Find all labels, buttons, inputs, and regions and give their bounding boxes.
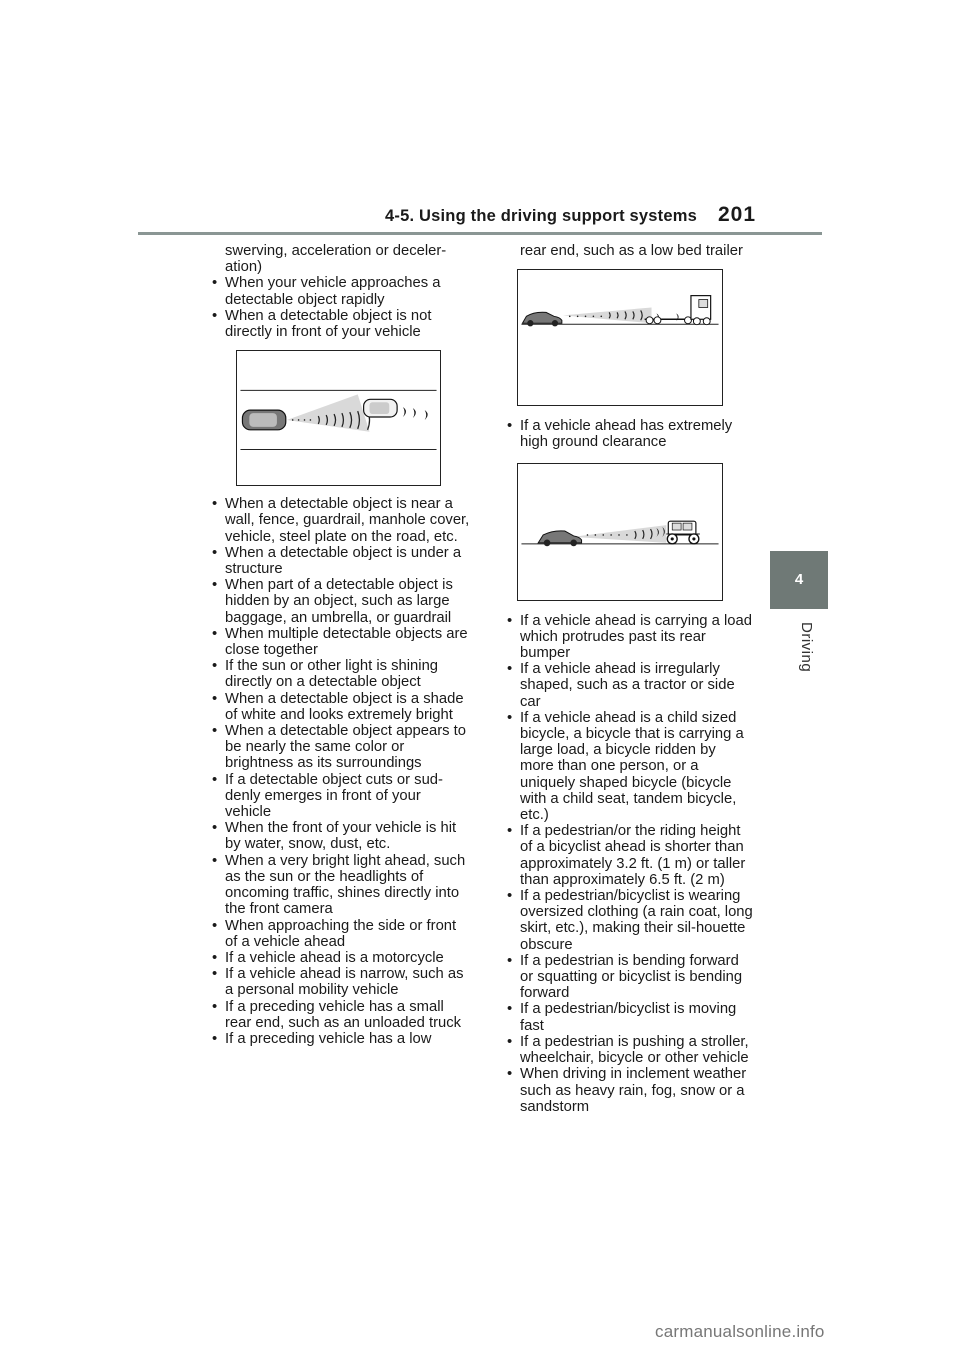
bullet-item: • When multiple detectable objects are close together xyxy=(208,626,470,658)
offset-vehicle-illustration xyxy=(237,351,440,485)
bullet-list xyxy=(503,613,753,1115)
bullet-item: • If a pedestrian is bending forward or squatting or bicyclist is bending forward xyxy=(503,953,753,1002)
bullet-item: • If a detectable object cuts or sud-denly emerges in front of your vehicle xyxy=(208,772,470,821)
bullet-list xyxy=(503,418,753,450)
chapter-label: Driving xyxy=(798,622,815,673)
continuation-text: rear end, such as a low bed trailer xyxy=(520,243,743,259)
bullet-item: • When the front of your vehicle is hit by water, snow, dust, etc. xyxy=(208,820,470,852)
bullet-item: • When a detectable object is a shade of white and looks extremely bright xyxy=(208,691,470,723)
bullet-item: • If a vehicle ahead is narrow, such as a personal mobility vehicle xyxy=(208,966,470,998)
figure-low-bed-trailer xyxy=(517,269,723,406)
bullet-item: • If a vehicle ahead is a motorcycle xyxy=(208,950,470,966)
high-clearance-illustration xyxy=(518,464,722,600)
bullet-item: • If a preceding vehicle has a small rear end, such as an unloaded truck xyxy=(208,999,470,1031)
bullet-item: • When a detectable object is near a wall, fence, guardrail, manhole cover, vehicle, steel plate on the road, etc. xyxy=(208,496,470,545)
page-number: 201 xyxy=(718,203,757,226)
header-rule xyxy=(138,232,822,235)
bullet-item: • When your vehicle approaches a detectable object rapidly xyxy=(208,275,470,307)
bullet-item: • If the sun or other light is shining directly on a detectable object xyxy=(208,658,470,690)
figure-high-clearance-vehicle xyxy=(517,463,723,601)
bullet-item: • If a pedestrian/bicyclist is moving fast xyxy=(503,1001,753,1033)
bullet-item: • When driving in inclement weather such as heavy rain, fog, snow or a sandstorm xyxy=(503,1066,753,1115)
bullet-item: • If a vehicle ahead is a child sized bicycle, a bicycle that is carrying a large load, a bicycle ridden by more than one person, or a uniquely shaped bicycle (bicycle with a child seat, tandem bicycle, etc.) xyxy=(503,710,753,823)
bullet-item: • When part of a detectable object is hidden by an object, such as large baggage, an umbrella, or guardrail xyxy=(208,577,470,626)
bullet-item: • If a vehicle ahead has extremely high ground clearance xyxy=(503,418,753,450)
right-column xyxy=(503,243,753,1115)
bullet-item: • When a very bright light ahead, such as the sun or the headlights of oncoming traffic, shines directly into the front camera xyxy=(208,853,470,918)
continuation-text: swerving, acceleration or deceler-ation) xyxy=(225,243,447,276)
bullet-item: • When a detectable object is under a structure xyxy=(208,545,470,577)
bullet-list xyxy=(208,275,470,340)
bullet-item: • If a vehicle ahead is carrying a load which protrudes past its rear bumper xyxy=(503,613,753,662)
bullet-item: • When a detectable object is not directly in front of your vehicle xyxy=(208,308,470,340)
watermark: carmanualsonline.info xyxy=(655,1322,825,1341)
bullet-list xyxy=(208,496,470,1047)
bullet-item: • If a pedestrian is pushing a stroller, wheelchair, bicycle or other vehicle xyxy=(503,1034,753,1066)
bullet-item: • If a pedestrian/or the riding height of a bicyclist ahead is shorter than approximately 3.2 ft. (1 m) or taller than approximately 6.5 ft. (2 m) xyxy=(503,823,753,888)
bullet-item: • If a vehicle ahead is irregularly shaped, such as a tractor or side car xyxy=(503,661,753,710)
bullet-item: • If a preceding vehicle has a low xyxy=(208,1031,470,1047)
low-bed-trailer-illustration xyxy=(518,270,722,405)
section-title: 4-5. Using the driving support systems xyxy=(385,207,697,225)
chapter-tab: 4 xyxy=(770,551,828,609)
left-column xyxy=(208,243,470,1047)
bullet-item: • When approaching the side or front of a vehicle ahead xyxy=(208,918,470,950)
bullet-item: • When a detectable object appears to be nearly the same color or brightness as its surroundings xyxy=(208,723,470,772)
bullet-item: • If a pedestrian/bicyclist is wearing oversized clothing (a rain coat, long skirt, etc.), making their sil-houette obscure xyxy=(503,888,753,953)
figure-offset-vehicle xyxy=(236,350,441,486)
